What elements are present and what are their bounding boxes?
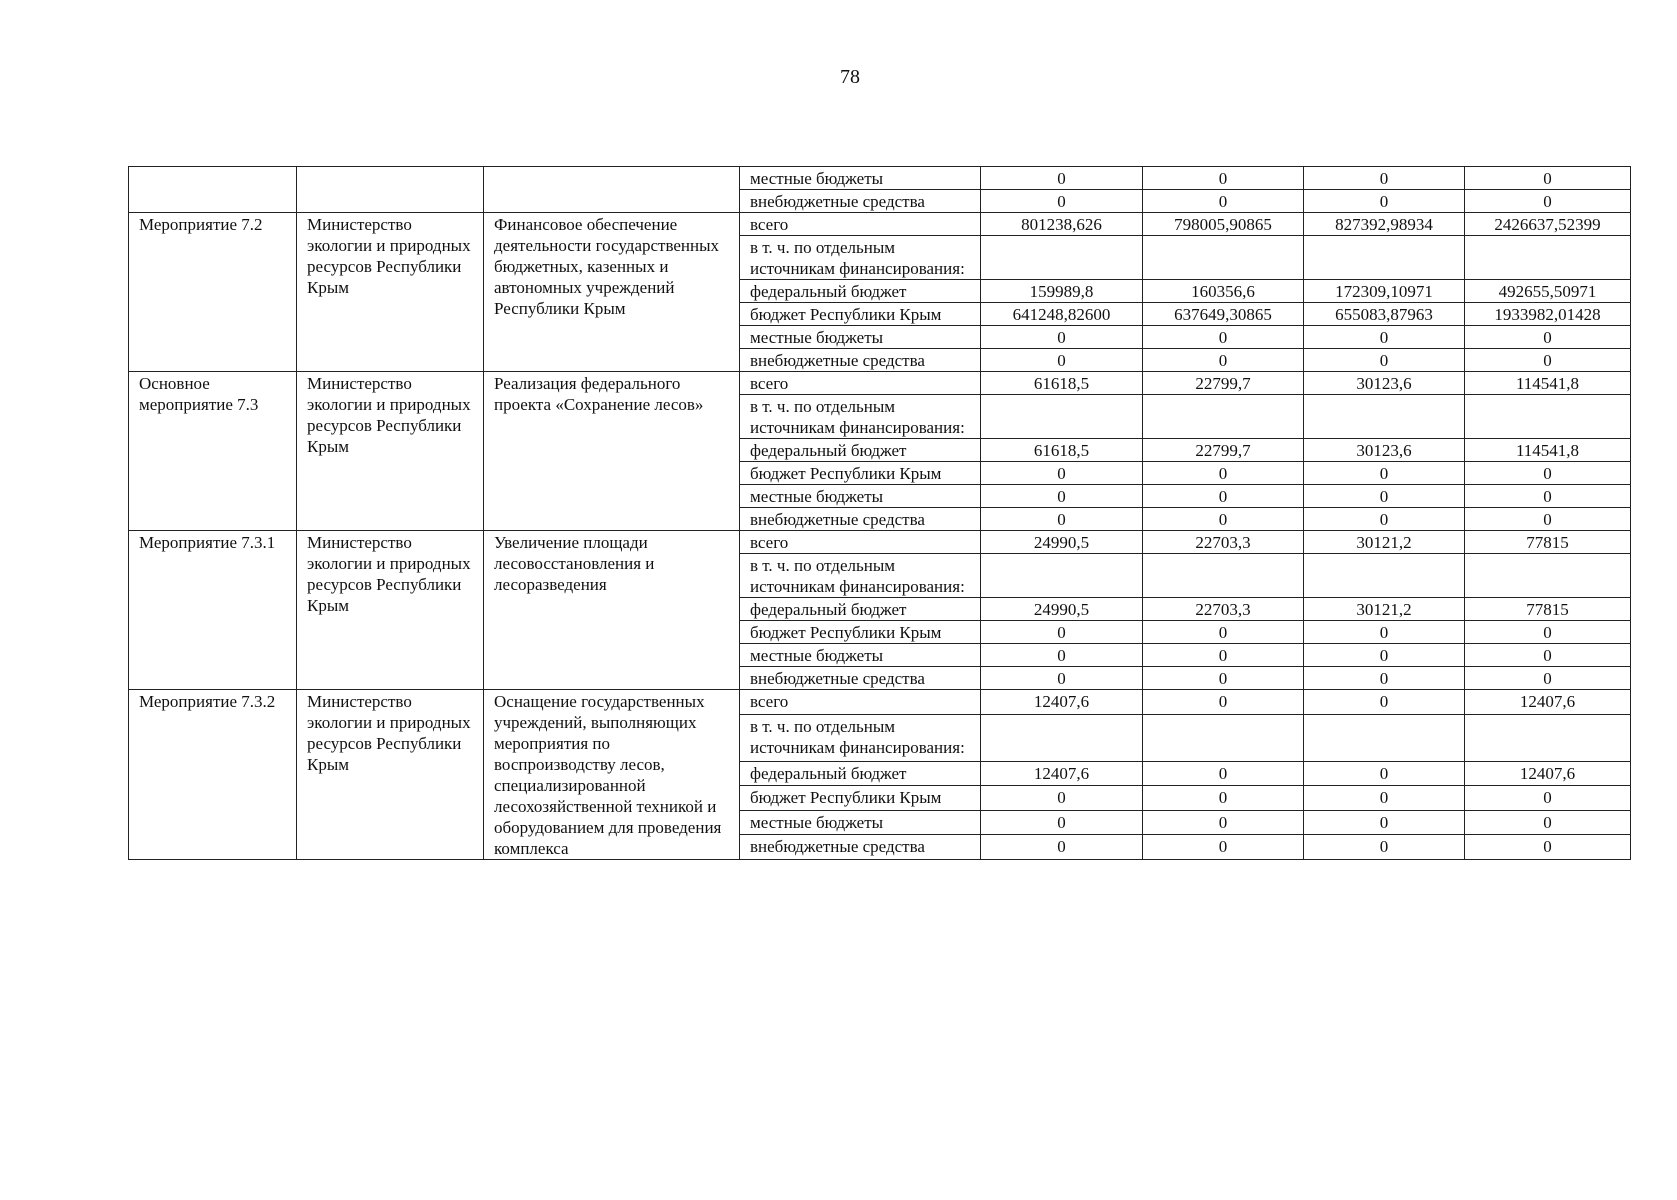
amount-cell: 160356,6	[1143, 280, 1304, 303]
amount-cell: 22703,3	[1143, 531, 1304, 554]
amount-cell: 61618,5	[981, 439, 1143, 462]
amount-cell	[981, 236, 1143, 280]
amount-cell: 0	[1465, 786, 1631, 811]
amount-cell	[1143, 714, 1304, 761]
funding-source-cell: в т. ч. по отдельным источникам финансирования:	[740, 714, 981, 761]
amount-cell	[1465, 554, 1631, 598]
amount-cell: 0	[981, 835, 1143, 860]
amount-cell: 77815	[1465, 531, 1631, 554]
funding-source-cell: бюджет Республики Крым	[740, 303, 981, 326]
amount-cell: 0	[1143, 326, 1304, 349]
amount-cell: 0	[1143, 690, 1304, 715]
executor-cell: Министерство экологии и природных ресурсов Республики Крым	[297, 213, 484, 372]
amount-cell: 0	[1304, 190, 1465, 213]
amount-cell: 0	[981, 810, 1143, 835]
table-row	[129, 531, 1631, 554]
amount-cell	[981, 395, 1143, 439]
amount-cell: 492655,50971	[1465, 280, 1631, 303]
funding-source-cell: местные бюджеты	[740, 644, 981, 667]
amount-cell: 24990,5	[981, 598, 1143, 621]
amount-cell: 0	[1143, 508, 1304, 531]
executor-cell: Министерство экологии и природных ресурсов Республики Крым	[297, 690, 484, 860]
measure-cell: Основное мероприятие 7.3	[129, 372, 297, 531]
amount-cell: 0	[1465, 167, 1631, 190]
amount-cell: 172309,10971	[1304, 280, 1465, 303]
amount-cell	[1143, 554, 1304, 598]
amount-cell: 114541,8	[1465, 439, 1631, 462]
amount-cell	[1465, 714, 1631, 761]
amount-cell: 0	[1304, 644, 1465, 667]
amount-cell: 0	[1465, 349, 1631, 372]
funding-source-cell: федеральный бюджет	[740, 598, 981, 621]
amount-cell: 0	[981, 167, 1143, 190]
funding-source-cell: внебюджетные средства	[740, 835, 981, 860]
amount-cell: 0	[1143, 761, 1304, 786]
amount-cell	[1304, 236, 1465, 280]
funding-source-cell: в т. ч. по отдельным источникам финансирования:	[740, 236, 981, 280]
amount-cell: 0	[981, 485, 1143, 508]
measure-cell: Мероприятие 7.2	[129, 213, 297, 372]
funding-source-cell: внебюджетные средства	[740, 190, 981, 213]
amount-cell: 22799,7	[1143, 372, 1304, 395]
amount-cell: 0	[1143, 485, 1304, 508]
amount-cell: 1933982,01428	[1465, 303, 1631, 326]
amount-cell	[1465, 395, 1631, 439]
amount-cell: 30121,2	[1304, 531, 1465, 554]
amount-cell: 0	[1304, 835, 1465, 860]
funding-source-cell: федеральный бюджет	[740, 280, 981, 303]
amount-cell: 12407,6	[981, 761, 1143, 786]
amount-cell: 0	[981, 190, 1143, 213]
executor-cell: Министерство экологии и природных ресурсов Республики Крым	[297, 531, 484, 690]
amount-cell: 655083,87963	[1304, 303, 1465, 326]
amount-cell: 0	[1143, 190, 1304, 213]
amount-cell: 0	[1143, 786, 1304, 811]
amount-cell: 2426637,52399	[1465, 213, 1631, 236]
amount-cell: 0	[1143, 167, 1304, 190]
executor-cell	[297, 167, 484, 213]
amount-cell: 0	[1465, 485, 1631, 508]
amount-cell: 0	[1304, 667, 1465, 690]
measure-cell: Мероприятие 7.3.1	[129, 531, 297, 690]
amount-cell: 0	[1143, 621, 1304, 644]
table-row	[129, 167, 1631, 190]
amount-cell: 0	[981, 349, 1143, 372]
amount-cell: 0	[1304, 621, 1465, 644]
amount-cell	[1143, 395, 1304, 439]
amount-cell: 0	[1304, 508, 1465, 531]
page-number: 78	[840, 66, 860, 88]
amount-cell: 801238,626	[981, 213, 1143, 236]
funding-source-cell: местные бюджеты	[740, 167, 981, 190]
amount-cell: 12407,6	[981, 690, 1143, 715]
amount-cell: 0	[981, 326, 1143, 349]
amount-cell: 0	[1465, 190, 1631, 213]
amount-cell: 798005,90865	[1143, 213, 1304, 236]
funding-source-cell: всего	[740, 531, 981, 554]
funding-source-cell: местные бюджеты	[740, 326, 981, 349]
amount-cell: 30123,6	[1304, 439, 1465, 462]
executor-cell: Министерство экологии и природных ресурсов Республики Крым	[297, 372, 484, 531]
amount-cell: 0	[1304, 690, 1465, 715]
amount-cell: 0	[1465, 462, 1631, 485]
amount-cell: 159989,8	[981, 280, 1143, 303]
amount-cell: 827392,98934	[1304, 213, 1465, 236]
amount-cell: 0	[1465, 621, 1631, 644]
funding-source-cell: внебюджетные средства	[740, 349, 981, 372]
amount-cell: 0	[1143, 349, 1304, 372]
funding-source-cell: в т. ч. по отдельным источникам финансирования:	[740, 554, 981, 598]
description-cell: Финансовое обеспечение деятельности государственных бюджетных, казенных и автономных учреждений Республики Крым	[484, 213, 740, 372]
funding-source-cell: в т. ч. по отдельным источникам финансирования:	[740, 395, 981, 439]
amount-cell: 12407,6	[1465, 690, 1631, 715]
amount-cell: 0	[1465, 835, 1631, 860]
funding-source-cell: всего	[740, 372, 981, 395]
amount-cell: 114541,8	[1465, 372, 1631, 395]
funding-source-cell: всего	[740, 690, 981, 715]
funding-source-cell: бюджет Республики Крым	[740, 786, 981, 811]
amount-cell: 0	[981, 644, 1143, 667]
amount-cell: 0	[981, 621, 1143, 644]
table-row	[129, 372, 1631, 395]
amount-cell: 0	[1465, 810, 1631, 835]
amount-cell: 61618,5	[981, 372, 1143, 395]
amount-cell: 0	[1143, 462, 1304, 485]
amount-cell: 0	[981, 786, 1143, 811]
funding-source-cell: бюджет Республики Крым	[740, 621, 981, 644]
table-row	[129, 690, 1631, 715]
amount-cell: 0	[1304, 786, 1465, 811]
amount-cell	[1304, 554, 1465, 598]
amount-cell: 0	[1465, 508, 1631, 531]
amount-cell	[1304, 714, 1465, 761]
funding-source-cell: бюджет Республики Крым	[740, 462, 981, 485]
amount-cell: 0	[1465, 326, 1631, 349]
amount-cell: 30121,2	[1304, 598, 1465, 621]
measure-cell	[129, 167, 297, 213]
table-row	[129, 213, 1631, 236]
amount-cell: 22799,7	[1143, 439, 1304, 462]
amount-cell	[1465, 236, 1631, 280]
amount-cell: 0	[1304, 810, 1465, 835]
amount-cell: 0	[981, 667, 1143, 690]
amount-cell: 24990,5	[981, 531, 1143, 554]
amount-cell	[981, 714, 1143, 761]
amount-cell: 0	[1143, 644, 1304, 667]
amount-cell: 0	[1304, 485, 1465, 508]
amount-cell	[1304, 395, 1465, 439]
funding-source-cell: федеральный бюджет	[740, 439, 981, 462]
description-cell: Оснащение государственных учреждений, выполняющих мероприятия по воспроизводству лесов, специализированной лесохозяйственной техникой и оборудованием для проведения комплекса	[484, 690, 740, 860]
amount-cell: 0	[1143, 810, 1304, 835]
amount-cell	[1143, 236, 1304, 280]
amount-cell: 0	[1465, 644, 1631, 667]
funding-source-cell: местные бюджеты	[740, 810, 981, 835]
amount-cell: 22703,3	[1143, 598, 1304, 621]
amount-cell: 0	[1304, 167, 1465, 190]
amount-cell: 641248,82600	[981, 303, 1143, 326]
amount-cell: 637649,30865	[1143, 303, 1304, 326]
amount-cell: 12407,6	[1465, 761, 1631, 786]
amount-cell: 0	[1143, 835, 1304, 860]
amount-cell	[981, 554, 1143, 598]
amount-cell: 0	[1465, 667, 1631, 690]
funding-source-cell: внебюджетные средства	[740, 508, 981, 531]
budget-table	[128, 166, 1631, 860]
amount-cell: 0	[981, 462, 1143, 485]
measure-cell: Мероприятие 7.3.2	[129, 690, 297, 860]
description-cell	[484, 167, 740, 213]
description-cell: Увеличение площади лесовосстановления и лесоразведения	[484, 531, 740, 690]
amount-cell: 0	[1143, 667, 1304, 690]
amount-cell: 0	[1304, 349, 1465, 372]
amount-cell: 30123,6	[1304, 372, 1465, 395]
funding-source-cell: федеральный бюджет	[740, 761, 981, 786]
amount-cell: 77815	[1465, 598, 1631, 621]
amount-cell: 0	[1304, 326, 1465, 349]
description-cell: Реализация федерального проекта «Сохранение лесов»	[484, 372, 740, 531]
amount-cell: 0	[1304, 462, 1465, 485]
amount-cell: 0	[981, 508, 1143, 531]
funding-source-cell: внебюджетные средства	[740, 667, 981, 690]
funding-source-cell: местные бюджеты	[740, 485, 981, 508]
funding-source-cell: всего	[740, 213, 981, 236]
amount-cell: 0	[1304, 761, 1465, 786]
